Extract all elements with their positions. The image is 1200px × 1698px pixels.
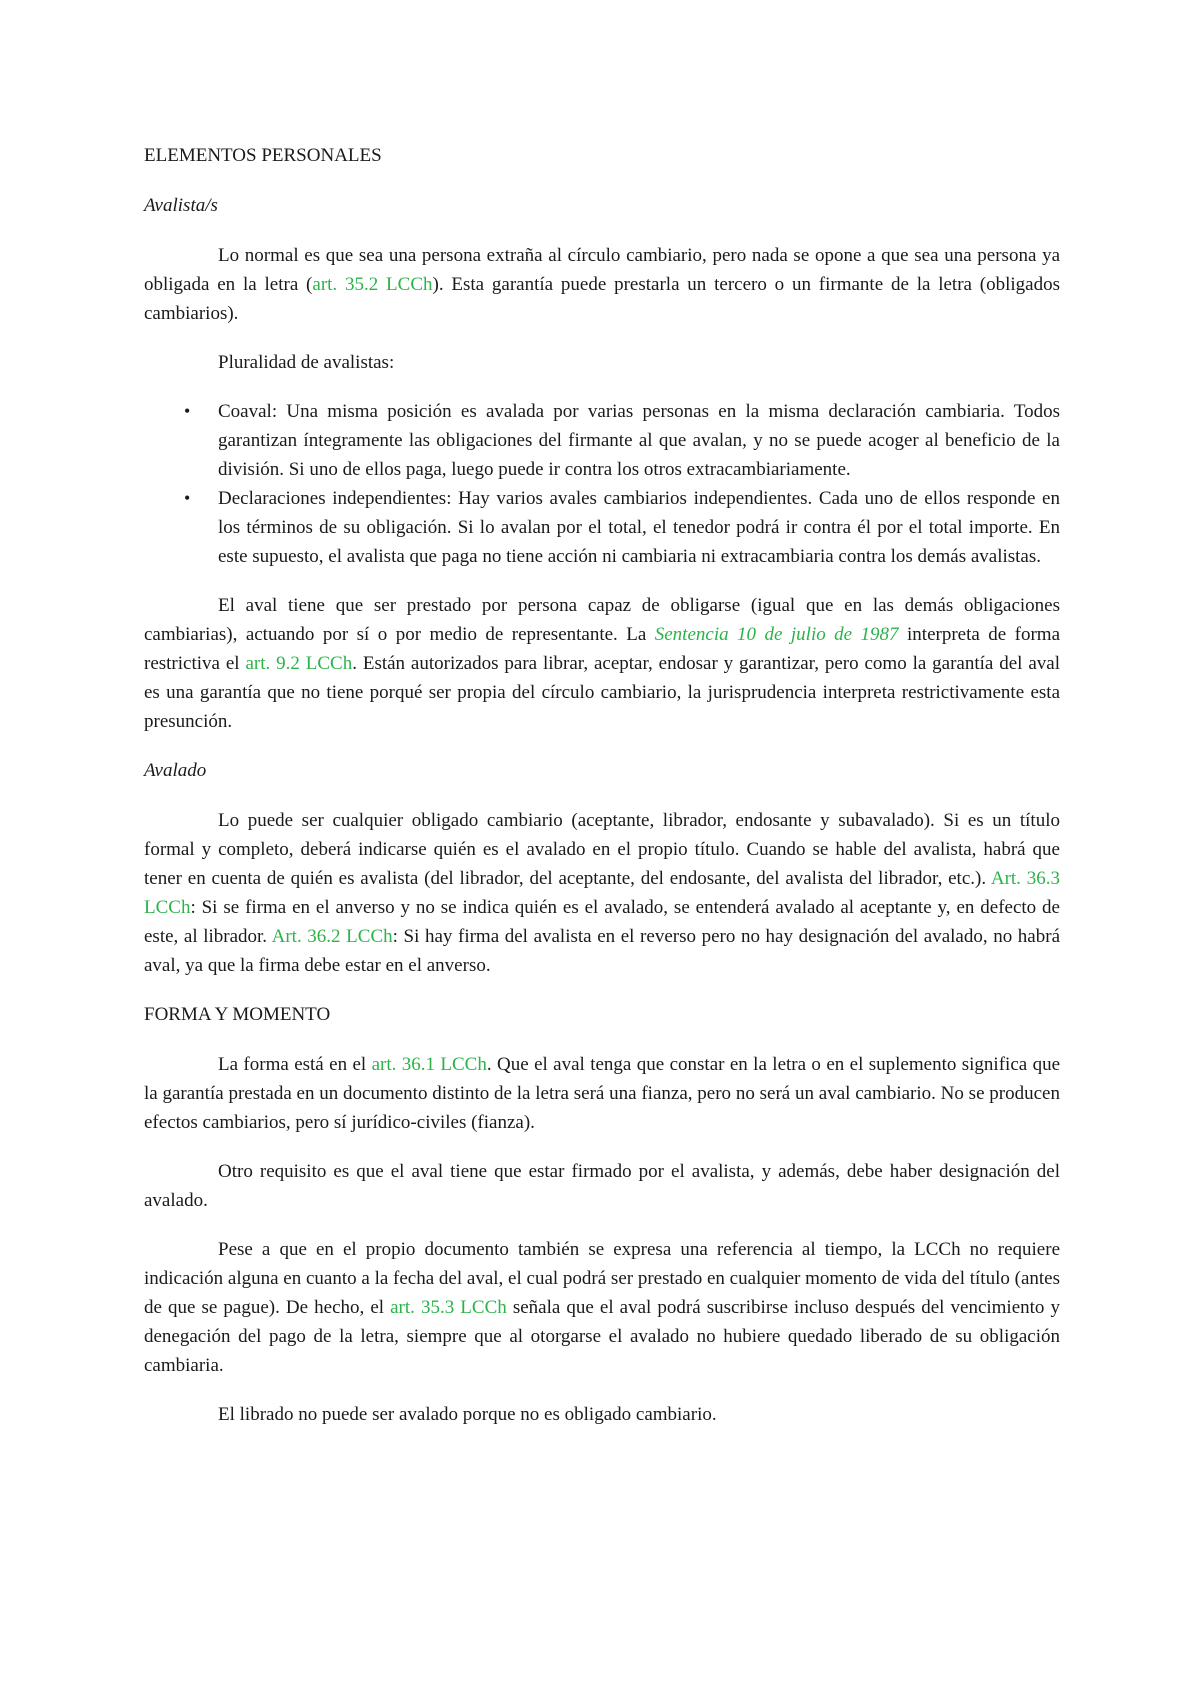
section-heading-elementos-personales: ELEMENTOS PERSONALES xyxy=(144,145,382,166)
list-item-text: Declaraciones independientes: Hay varios avales cambiarios independientes. Cada uno de ellos responde en los términos de su obligación. Si lo avalan por el total, el tenedor podrá ir contra él por el total importe. En este supuesto, el avalista que paga no tiene acción ni cambiaria ni extracambiaria contra los demás avalistas. xyxy=(218,488,1060,567)
text-run: El aval tiene que ser prestado por persona capaz de obligarse (igual que en las demás obligaciones cambiarias), actuando por sí o por medio de representante. La xyxy=(144,595,1060,645)
subheading-avalistas: Avalista/s xyxy=(144,195,218,216)
paragraph-forma xyxy=(144,1050,1060,1137)
paragraph-librado: El librado no puede ser avalado porque no es obligado cambiario. xyxy=(218,1404,717,1425)
text-run: . Están autorizados para librar, aceptar, endosar y garantizar, pero como la garantía del aval es una garantía que no tiene porqué ser propia del círculo cambiario, la jurisprudencia interpreta restrictivamente esta presunción. xyxy=(144,653,1060,732)
bullet-icon: • xyxy=(184,401,191,421)
text-run: señala que el aval podrá suscribirse incluso después del vencimiento y denegación del pago de la letra, siempre que al otorgarse el avalado no hubiere quedado liberado de su obligación cambiaria. xyxy=(144,1297,1060,1376)
text-run: Lo puede ser cualquier obligado cambiario (aceptante, librador, endosante y subavalado). Si es un título formal y completo, deberá indicarse quién es el avalado en el propio título. Cuando se hable del avalista, habrá que tener en cuenta de quién es avalista (del librador, del aceptante, del endosante, del avalista del librador, etc.). xyxy=(144,810,1060,889)
link-art-9-2[interactable]: art. 9.2 LCCh xyxy=(245,653,353,674)
bullet-icon: • xyxy=(184,488,191,508)
text-run: : Si se firma en el anverso y no se indica quién es el avalado, se entenderá avalado al aceptante y, en defecto de este, al librador. xyxy=(144,897,1060,947)
list-item-declaraciones xyxy=(144,484,1060,571)
link-sentencia-1987[interactable]: Sentencia 10 de julio de 1987 xyxy=(654,624,899,645)
bullet-list-pluralidad xyxy=(144,397,1060,571)
text-run: interpreta de forma restrictiva el xyxy=(144,624,1060,674)
link-art-36-2[interactable]: Art. 36.2 LCCh xyxy=(271,926,393,947)
list-item-coaval xyxy=(144,397,1060,484)
text-run: . Que el aval tenga que constar en la letra o en el suplemento significa que la garantía prestada en un documento distinto de la letra será una fianza, pero no será un aval cambiario. No se producen efectos cambiarios, pero sí jurídico-civiles (fianza). xyxy=(144,1054,1061,1133)
link-art-36-3[interactable]: Art. 36.3 LCCh xyxy=(144,868,1060,918)
link-art-35-2[interactable]: art. 35.2 LCCh xyxy=(312,274,433,295)
paragraph-momento xyxy=(144,1235,1060,1380)
list-item-text: Coaval: Una misma posición es avalada por varias personas en la misma declaración cambiaria. Todos garantizan íntegramente las obligaciones del firmante al que avalan, y no se puede acoger al beneficio de la división. Si uno de ellos paga, luego puede ir contra los otros extracambiariamente. xyxy=(218,401,1060,480)
link-art-36-1[interactable]: art. 36.1 LCCh xyxy=(371,1054,487,1075)
paragraph-requisito: Otro requisito es que el aval tiene que estar firmado por el avalista, y además, debe haber designación del avalado. xyxy=(144,1161,1060,1211)
pluralidad-label: Pluralidad de avalistas: xyxy=(218,352,395,373)
document-body xyxy=(144,141,1060,1449)
text-run: La forma está en el xyxy=(218,1054,372,1075)
paragraph-avalista-intro xyxy=(144,241,1060,328)
text-run: Lo normal es que sea una persona extraña al círculo cambiario, pero nada se opone a que sea una persona ya obligada en la letra ( xyxy=(144,245,1060,295)
text-run: ). Esta garantía puede prestarla un tercero o un firmante de la letra (obligados cambiarios). xyxy=(144,274,1060,324)
section-heading-forma-momento: FORMA Y MOMENTO xyxy=(144,1004,331,1025)
text-run: Pese a que en el propio documento también se expresa una referencia al tiempo, la LCCh no requiere indicación alguna en cuanto a la fecha del aval, el cual podrá ser prestado en cualquier momento de vida del título (antes de que se pague). De hecho, el xyxy=(144,1239,1060,1318)
paragraph-capacidad xyxy=(144,591,1060,736)
subheading-avalado: Avalado xyxy=(144,760,207,781)
paragraph-avalado xyxy=(144,806,1060,980)
text-run: : Si hay firma del avalista en el reverso pero no hay designación del avalado, no habrá aval, ya que la firma debe estar en el anverso. xyxy=(144,926,1060,976)
link-art-35-3[interactable]: art. 35.3 LCCh xyxy=(390,1297,507,1318)
